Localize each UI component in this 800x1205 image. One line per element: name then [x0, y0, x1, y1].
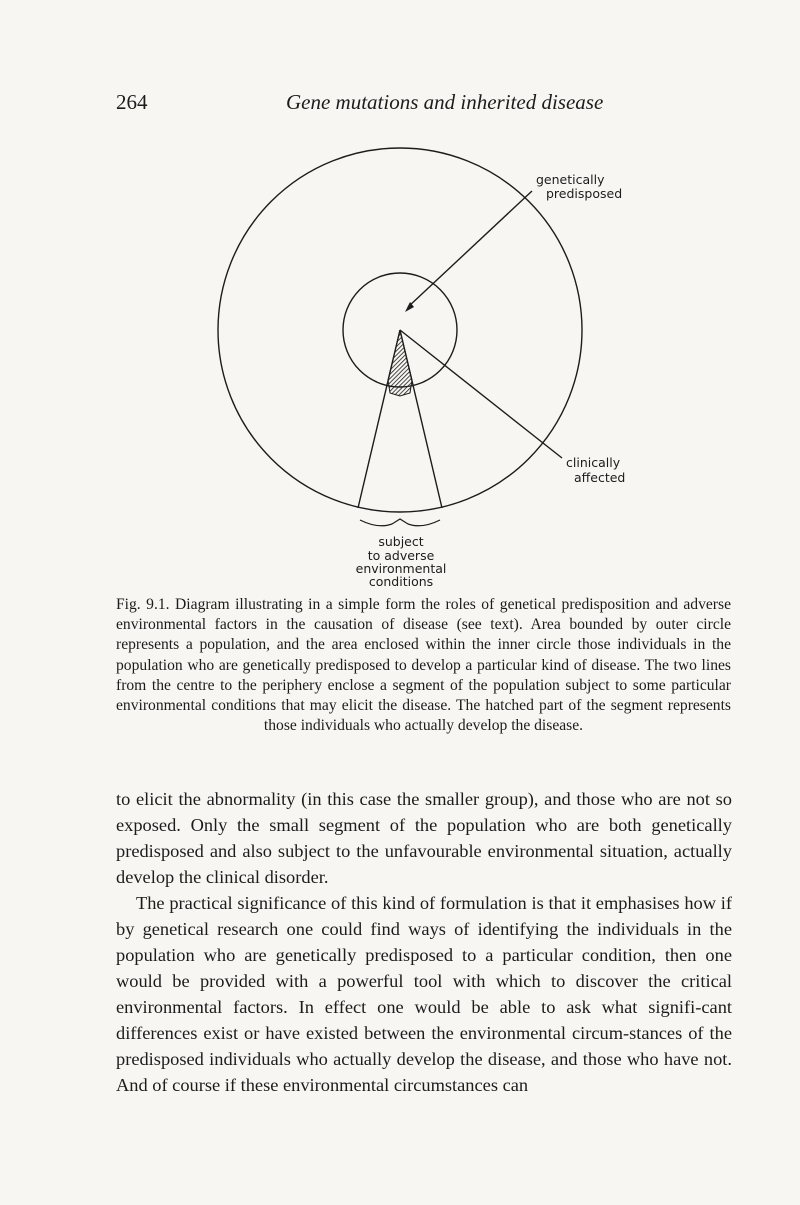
label-conditions: conditions — [368, 574, 434, 589]
running-head — [0, 90, 800, 118]
pointer-clinically-affected — [400, 330, 562, 458]
label-predisposed: predisposed — [546, 186, 623, 201]
hatched-affected-segment — [388, 330, 412, 396]
paragraph-2: The practical significance of this kind of formulation is that it emphasises how if by genetical research one could find ways of identifying the individuals in the population who are genetically predisposed to a particular condition, then one would be provided with a powerful tool with which to discover the critical environmental factors. In effect one would be able to ask what signifi-cant differences exist or have existed between the environmental circum-stances of the predisposed individuals who actually develop the disease, and those who have not. And of course if these environmental circumstances can — [116, 893, 732, 1095]
label-environmental: environmental — [355, 561, 447, 576]
figure-caption: Fig. 9.1. Diagram illustrating in a simple form the roles of genetical predisposition and adverse environmental factors in the causation of disease (see text). Area bounded by outer circle represents a population, and the area enclosed within the inner circle those individuals in the population who are genetically predisposed to develop a particular kind of disease. The two lines from the centre to the periphery enclose a segment of the population subject to some particular environmental conditions that may elicit the disease. The hatched part of the segment represents those individuals who actually develop the disease. — [116, 596, 731, 735]
running-title: Gene mutations and inherited disease — [286, 90, 604, 114]
paragraph-1: to elicit the abnormality (in this case the smaller group), and those who are not so exposed. Only the small segment of the population who are both genetically predisposed and also subject to the unfavourable environmental situation, actually develop the clinical disorder. — [116, 789, 732, 887]
label-to-adverse: to adverse — [367, 548, 435, 563]
subject-brace — [360, 519, 440, 526]
population-diagram — [0, 130, 800, 590]
pointer-genetically-predisposed — [408, 191, 532, 307]
label-genetically: genetically — [536, 172, 605, 187]
page-number: 264 — [116, 90, 148, 114]
label-affected: affected — [574, 470, 626, 485]
body-text — [116, 786, 732, 1098]
label-clinically: clinically — [566, 455, 621, 470]
label-subject: subject — [378, 534, 424, 549]
